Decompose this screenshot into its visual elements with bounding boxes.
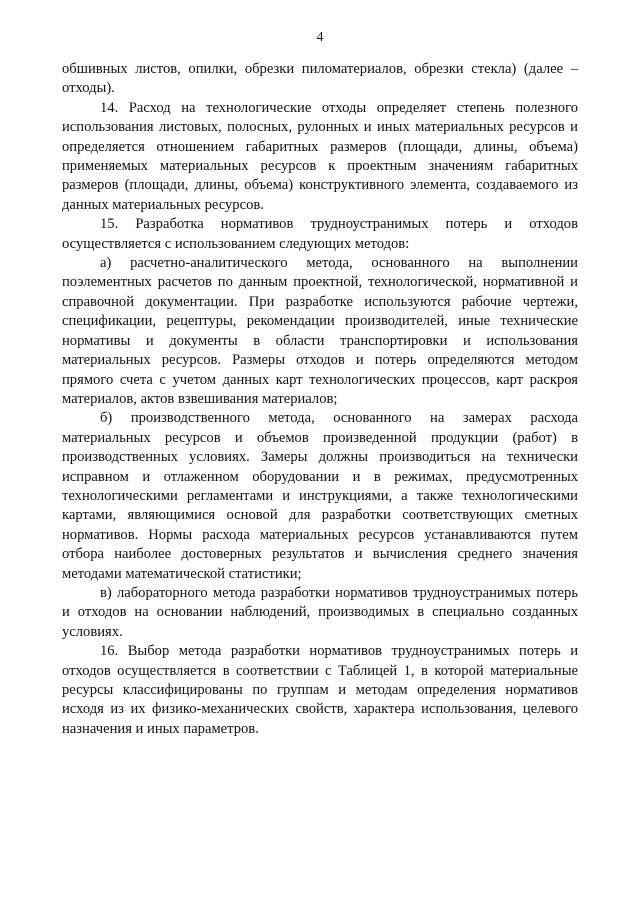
paragraph-15: 15. Разработка нормативов трудноустранимых потерь и отходов осуществляется с использованием следующих методов: — [62, 216, 578, 252]
document-body — [62, 60, 578, 739]
paragraph-continuation: обшивных листов, опилки, обрезки пиломатериалов, обрезки стекла) (далее – отходы). — [62, 61, 578, 97]
paragraph-15-v: в) лабораторного метода разработки нормативов трудноустранимых потерь и отходов на основании наблюдений, производимых в специально созданных условиях. — [62, 584, 578, 640]
paragraph-16: 16. Выбор метода разработки нормативов трудноустранимых потерь и отходов осуществляется в соответствии с Таблицей 1, в которой материальные ресурсы классифицированы по группам и методам определения нормативов исходя из их физико-механических свойств, характера использования, целевого назначения и иных параметров. — [62, 643, 578, 737]
paragraph-15-a: а) расчетно-аналитического метода, основанного на выполнении поэлементных расчетов по данным проектной, технологической, нормативной и справочной документации. При разработке используются рабочие чертежи, спецификации, рецептуры, рекомендации производителей, иные технические нормативы и документы в области транспортировки и использования материальных ресурсов. Размеры отходов и потерь определяются методом прямого счета с учетом данных карт технологических процессов, карт раскроя материалов, актов взвешивания материалов; — [62, 255, 578, 407]
paragraph-15-b: б) производственного метода, основанного на замерах расхода материальных ресурсов и объемов произведенной продукции (работ) в производственных условиях. Замеры должны производиться на технически исправном и отлаженном оборудовании и в режимах, предусмотренных технологическими регламентами и инструкциями, а также технологическими картами, являющимися основой для разработки соответствующих сметных нормативов. Нормы расхода материальных ресурсов устанавливаются путем отбора наиболее достоверных результатов и вычисления среднего значения методами математической статистики; — [62, 410, 578, 582]
page-number: 4 — [316, 30, 324, 45]
paragraph-14: 14. Расход на технологические отходы определяет степень полезного использования листовых, полосных, рулонных и иных материальных ресурсов и определяется отношением габаритных размеров (площади, длины, объема) применяемых материальных ресурсов к проектным значениям габаритных размеров (площади, длины, объема) конструктивного элемента, создаваемого из данных материальных ресурсов. — [62, 99, 578, 213]
